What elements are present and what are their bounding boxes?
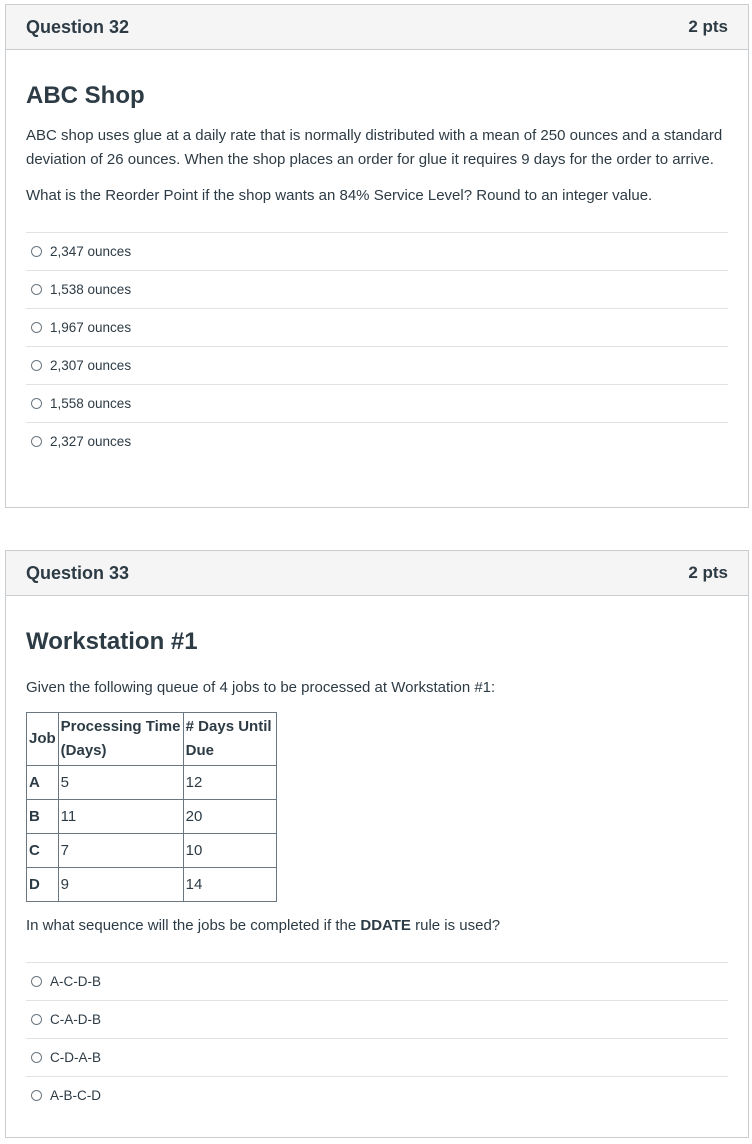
question-text: Given the following queue of 4 jobs to be processed at Workstation #1: [26,679,496,696]
question-32-card [5,4,749,508]
question-text: ABC shop uses glue at a daily rate that is normally distributed with a mean of 250 ounces and a standard deviation of 26 ounces. When the shop places an order for glue it requires 9 days for the order to arrive. [26,127,723,168]
question-title: Question 32 [26,16,130,37]
answer-label: 1,967 ounces [50,320,132,335]
question-prompt-rule: DDATE [360,917,411,934]
radio-button[interactable] [31,1014,42,1025]
table-cell: B [27,800,59,834]
table-cell: 9 [58,868,183,902]
answer-option[interactable] [26,1038,728,1076]
radio-button[interactable] [31,360,42,371]
table-header-job: Job [27,713,59,766]
answer-option[interactable] [26,308,728,346]
answer-label: A-C-D-B [50,974,101,989]
table-row [27,834,277,868]
jobs-table [26,712,277,902]
answer-option[interactable] [26,232,728,270]
answer-label: 2,327 ounces [50,434,132,449]
table-header-days-until-due: # Days Until Due [183,713,276,766]
question-prompt: What is the Reorder Point if the shop wants an 84% Service Level? Round to an integer value. [26,187,653,204]
radio-button[interactable] [31,246,42,257]
radio-button[interactable] [31,436,42,447]
question-header [6,551,748,596]
table-header-row [27,713,277,766]
table-cell: 5 [58,766,183,800]
table-row [27,868,277,902]
answer-option[interactable] [26,270,728,308]
question-heading: ABC Shop [26,82,145,109]
answer-label: 1,538 ounces [50,282,132,297]
radio-button[interactable] [31,284,42,295]
question-prompt-start: In what sequence will the jobs be completed if the [26,917,361,934]
answer-option[interactable] [26,1076,728,1114]
answer-list [26,232,728,460]
answer-option[interactable] [26,346,728,384]
table-cell: A [27,766,59,800]
answer-label: 1,558 ounces [50,396,132,411]
question-33-card [5,550,749,1138]
answer-label: C-D-A-B [50,1050,101,1065]
table-cell: 7 [58,834,183,868]
table-cell: 14 [183,868,276,902]
table-cell: 12 [183,766,276,800]
table-row [27,800,277,834]
answer-option[interactable] [26,384,728,422]
answer-option[interactable] [26,1000,728,1038]
table-row [27,766,277,800]
answer-option[interactable] [26,422,728,460]
question-prompt [26,914,728,938]
radio-button[interactable] [31,322,42,333]
table-header-processing-time: Processing Time (Days) [58,713,183,766]
radio-button[interactable] [31,1052,42,1063]
answer-option[interactable] [26,962,728,1000]
table-cell: 20 [183,800,276,834]
answer-label: 2,347 ounces [50,244,132,259]
question-points: 2 pts [688,17,728,36]
table-cell: D [27,868,59,902]
table-cell: 10 [183,834,276,868]
question-points: 2 pts [688,563,728,582]
radio-button[interactable] [31,976,42,987]
answer-list [26,962,728,1114]
question-prompt-end: rule is used? [410,917,501,934]
answer-label: 2,307 ounces [50,358,132,373]
question-header [6,5,748,50]
radio-button[interactable] [31,398,42,409]
table-cell: C [27,834,59,868]
radio-button[interactable] [31,1090,42,1101]
table-cell: 11 [58,800,183,834]
answer-label: A-B-C-D [50,1088,101,1103]
question-title: Question 33 [26,562,130,583]
answer-label: C-A-D-B [50,1012,101,1027]
question-heading: Workstation #1 [26,628,198,655]
